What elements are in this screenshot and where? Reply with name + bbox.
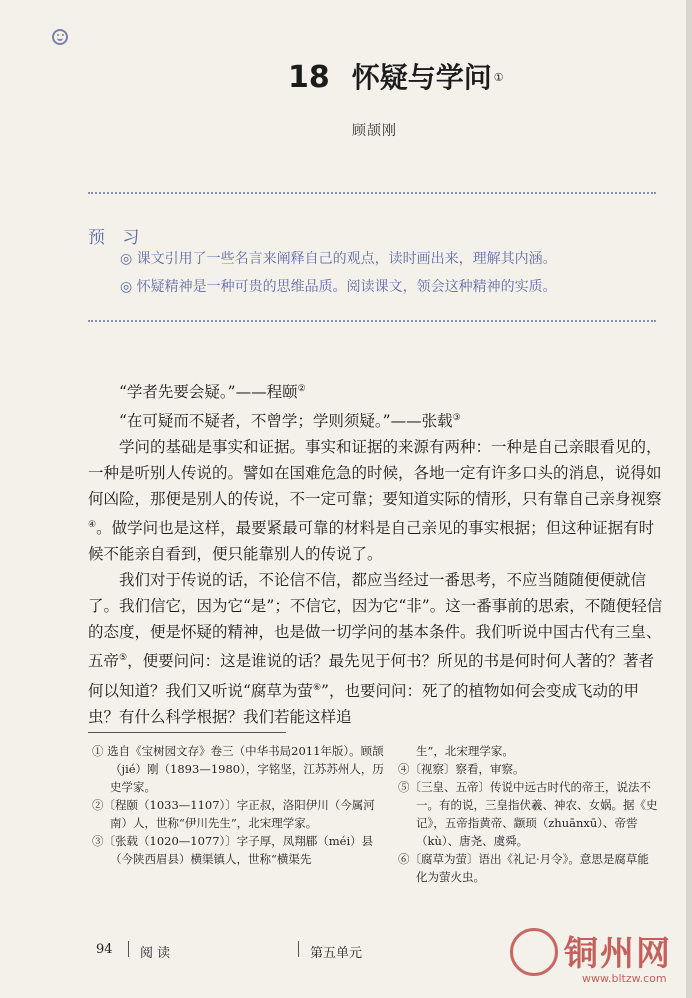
preview-item-2: ◎ 怀疑精神是一种可贵的思维品质。阅读课文，领会这种精神的实质。 bbox=[120, 279, 557, 295]
footnote-mark: ③ bbox=[452, 413, 461, 424]
footnotes-right bbox=[398, 742, 660, 886]
author-name: 顾颉刚 bbox=[352, 123, 397, 139]
lesson-title: 怀疑与学问 bbox=[351, 61, 492, 94]
footnote-3-cont: 生”，北宋理学家。 bbox=[416, 744, 514, 758]
title-footnote-mark: ① bbox=[493, 70, 504, 84]
footnote-4: ④〔视察〕察看，审察。 bbox=[398, 762, 525, 776]
footer-divider bbox=[298, 941, 299, 957]
footnote-mark: ⑤ bbox=[119, 653, 128, 664]
footnote-2: ②〔程颐（1033—1107）〕字正叔，洛阳伊川（今属河南）人，世称“伊川先生”，北宋理学家。 bbox=[92, 798, 375, 830]
watermark-logo-icon bbox=[510, 928, 558, 976]
watermark bbox=[510, 928, 688, 990]
article-body bbox=[88, 376, 668, 730]
footnotes-left bbox=[92, 742, 392, 868]
footnote-rule bbox=[88, 732, 286, 733]
paragraph-2: 我们对于传说的话，不论信不信，都应当经过一番思考，不应当随随便便就信了。我们信它，因为它“是”；不信它，因为它“非”。这一番事前的思索，不随便轻信的态度，便是怀疑的精神，也是做一切学问的基本条件。我们听说中国古代有三皇、五帝⑤，便要问问：这是谁说的话？最先见于何书？所见的书是何时何人著的？著者何以知道？我们又听说“腐草为萤⑥”，也要问问：死了的植物如何会变成飞动的甲虫？有什么科学根据？我们若能这样追 bbox=[88, 571, 663, 726]
footnote-mark: ④ bbox=[88, 520, 97, 531]
watermark-name: 铜州网 bbox=[564, 934, 672, 974]
lesson-number: 18 bbox=[288, 60, 330, 95]
footnote-mark: ⑥ bbox=[312, 682, 322, 693]
paragraph-1: 学问的基础是事实和证据。事实和证据的来源有两种：一种是自己亲眼看见的，一种是听别人传说的。譬如在国难危急的时候，各地一定有许多口头的消息，说得如何凶险，那便是别人的传说，不一定可靠；要知道实际的情形，只有靠自己亲身视察④。做学问也是这样，最要紧最可靠的材料是自己亲见的事实根据；但这种证据有时候不能亲自看到，便只能靠别人的传说了。 bbox=[88, 438, 662, 564]
footnote-6: ⑥〔腐草为萤〕语出《礼记·月令》。意思是腐草能化为萤火虫。 bbox=[398, 852, 649, 884]
preview-label: 预 习 bbox=[88, 228, 146, 248]
page-number: 94 bbox=[96, 942, 113, 957]
footnote-mark: ② bbox=[297, 384, 306, 394]
footnote-1: ① 选自《宝树园文存》卷三（中华书局2011年版）。顾颉（jié）刚（1893—1980），字铭坚，江苏苏州人，历史学家。 bbox=[92, 744, 384, 794]
lesson-heading bbox=[288, 56, 504, 96]
footer-divider bbox=[128, 941, 129, 957]
footnote-3: ③〔张载（1020—1077）〕字子厚，凤翔郿（méi）县（今陕西眉县）横渠镇人，世称“横渠先 bbox=[92, 834, 374, 866]
footer-section: 阅 读 bbox=[140, 946, 171, 961]
dotted-divider-bottom bbox=[88, 320, 656, 322]
watermark-url: www.bltzw.com bbox=[582, 972, 667, 985]
preview-item-1: ◎ 课文引用了一些名言来阐释自己的观点，读时画出来，理解其内涵。 bbox=[120, 251, 557, 267]
dotted-divider-top bbox=[88, 192, 656, 194]
footer-unit: 第五单元 bbox=[310, 946, 363, 961]
quote-2: “在可疑而不疑者，不曾学；学则须疑。”——张载③ bbox=[119, 412, 461, 431]
footnote-5: ⑤〔三皇、五帝〕传说中远古时代的帝王，说法不一。有的说，三皇指伏羲、神农、女娲。据《史记》，五帝指黄帝、颛顼（zhuānxū）、帝喾（kù）、唐尧、虞舜。 bbox=[398, 780, 658, 848]
smiley-icon bbox=[52, 29, 68, 45]
quote-1: “学者先要会疑。”——程颐② bbox=[119, 383, 306, 402]
page-edge bbox=[686, 0, 692, 998]
